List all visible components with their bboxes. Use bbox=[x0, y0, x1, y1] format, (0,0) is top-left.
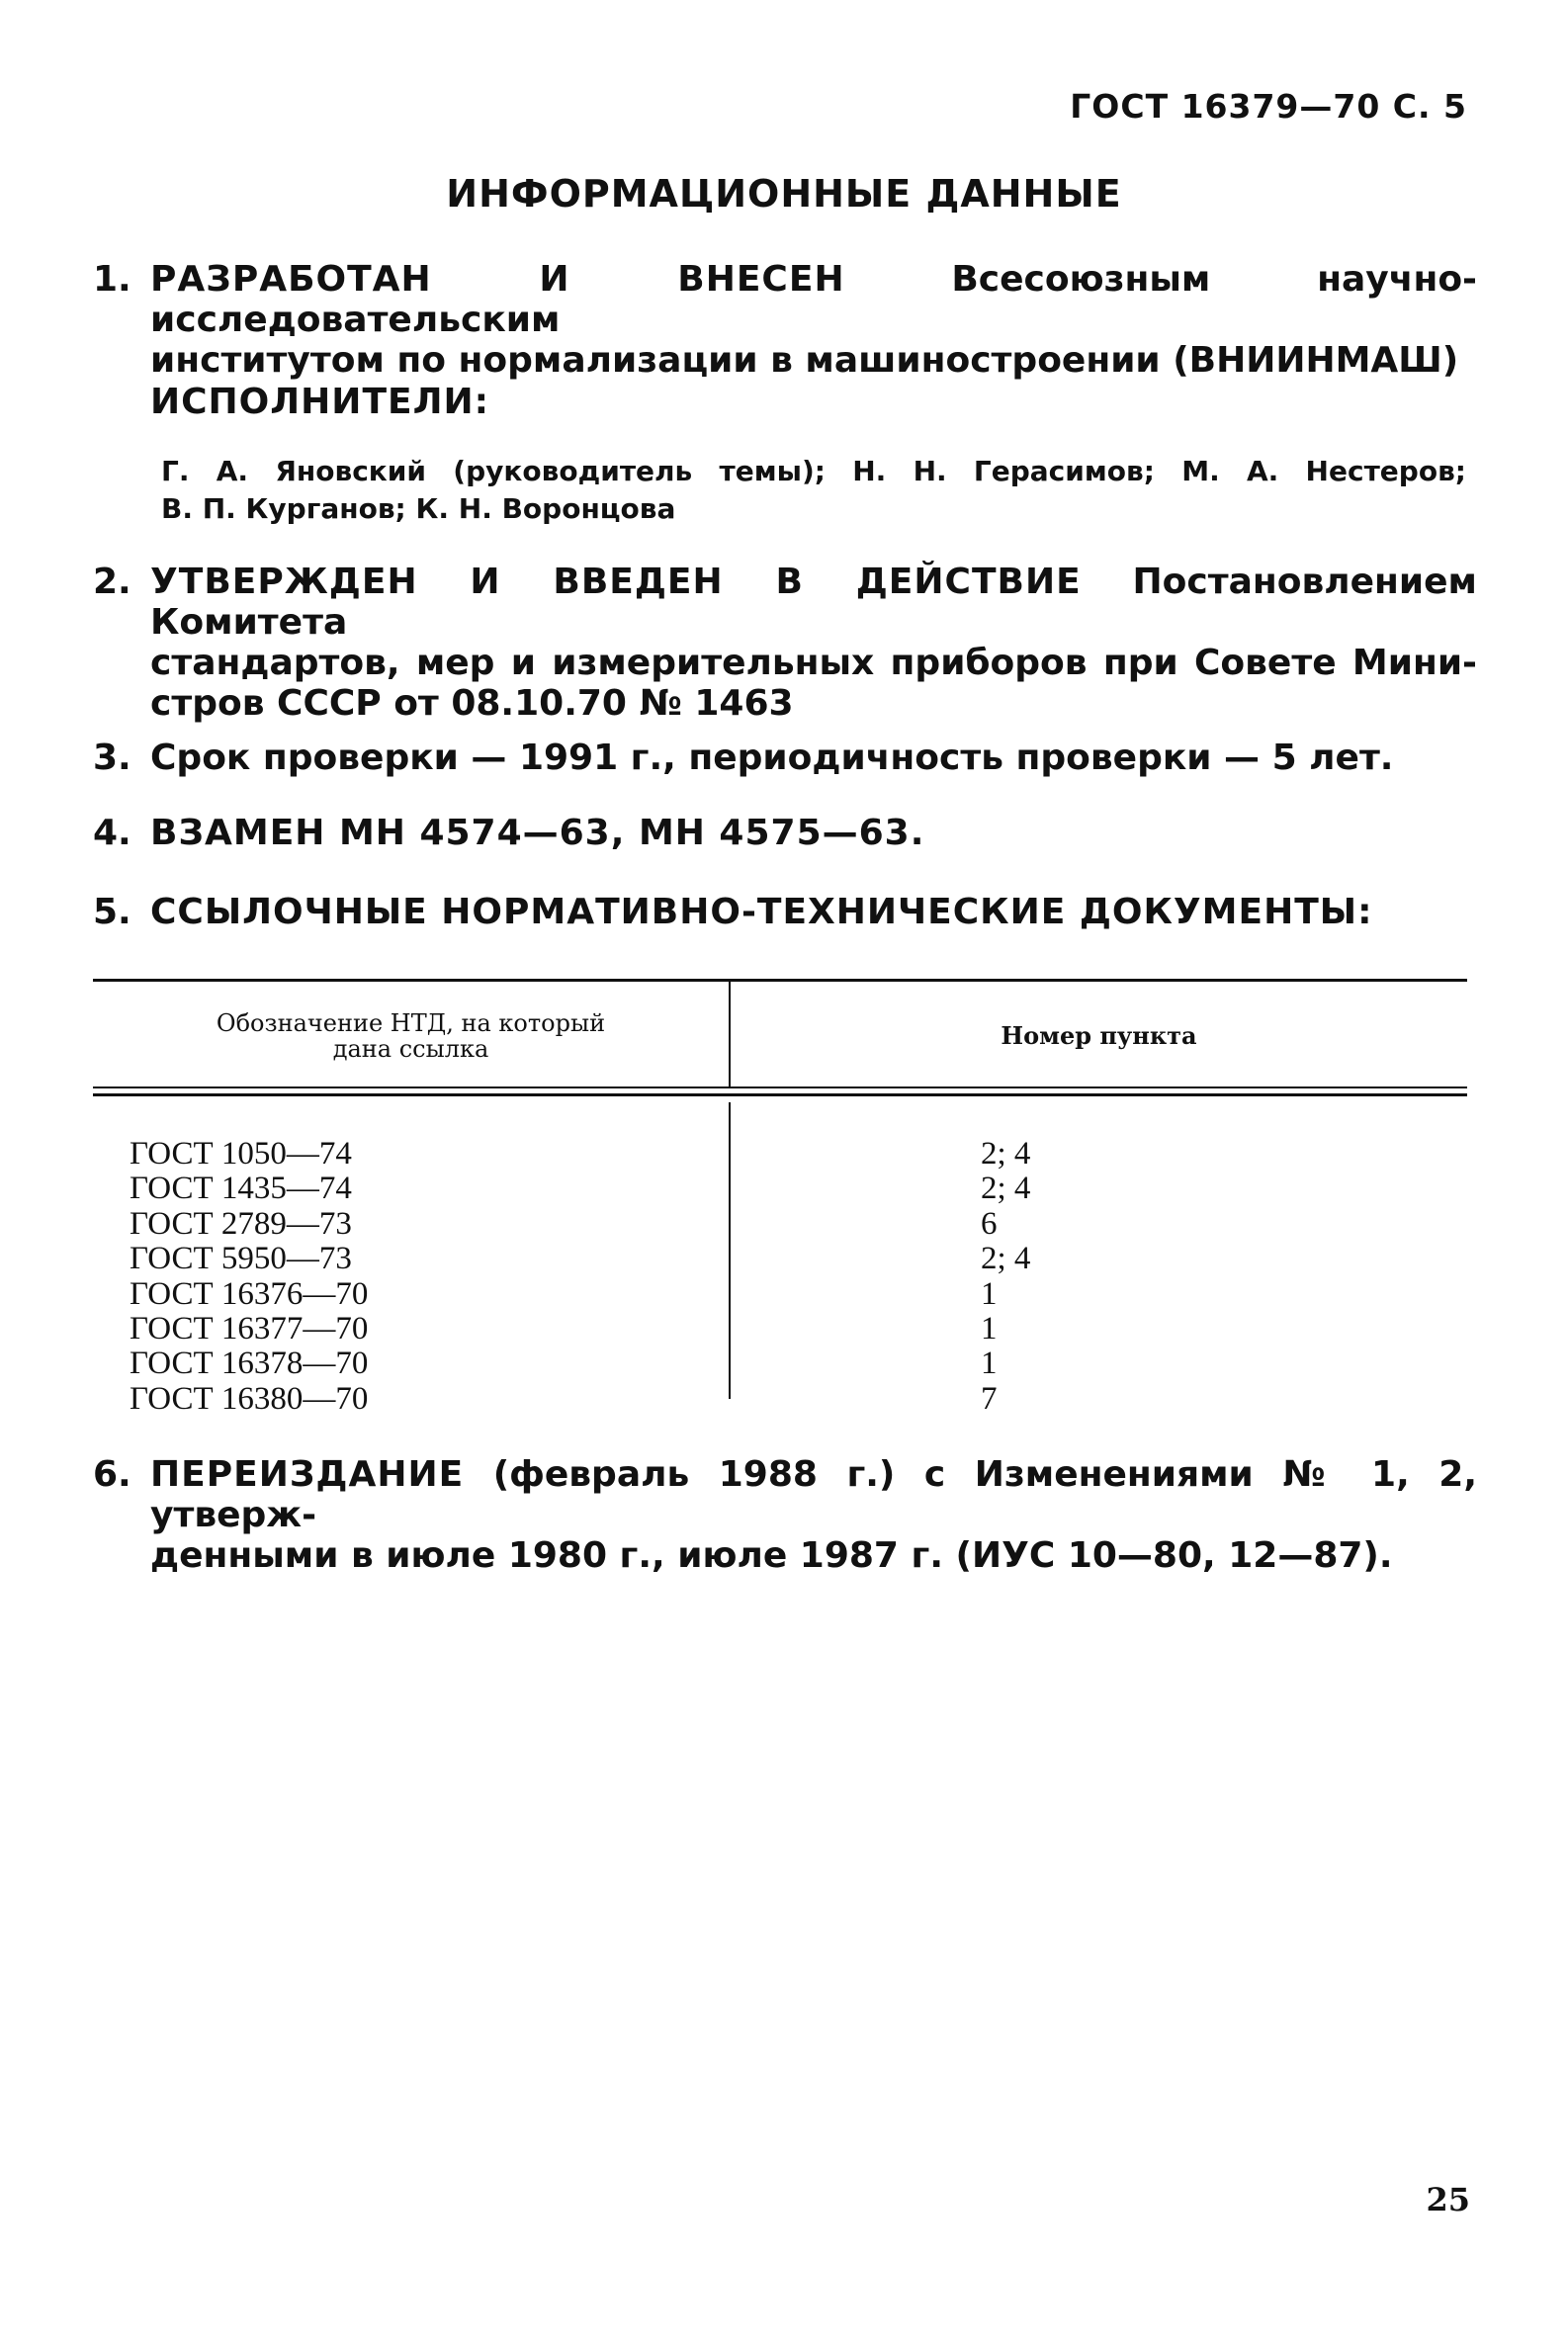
header-line: Обозначение НТД, на который bbox=[216, 1009, 606, 1037]
running-header: ГОСТ 16379—70 С. 5 bbox=[1070, 87, 1467, 126]
item-text: (февраль 1988 г.) с Изменениями № 1, 2, утверж- bbox=[150, 1454, 1477, 1535]
table-row bbox=[93, 1347, 1467, 1381]
cell-document: ГОСТ 16377—70 bbox=[130, 1310, 369, 1347]
item-line: стандартов, мер и измерительных приборов при Совете Мини- bbox=[150, 643, 1477, 683]
item-body bbox=[150, 1454, 1477, 1576]
item-line bbox=[150, 1454, 1477, 1535]
section-title: ИНФОРМАЦИОННЫЕ ДАННЫЕ bbox=[446, 172, 1122, 216]
performers-list bbox=[161, 453, 1466, 528]
performers-line: В. П. Курганов; К. Н. Воронцова bbox=[161, 492, 676, 525]
item-body bbox=[150, 562, 1477, 724]
item-body bbox=[150, 259, 1477, 381]
table-row bbox=[93, 1312, 1467, 1347]
page-number: 25 bbox=[1426, 2181, 1470, 2218]
cell-document: ГОСТ 16376—70 bbox=[130, 1275, 369, 1312]
cell-document: ГОСТ 1050—74 bbox=[130, 1136, 352, 1172]
reference-table bbox=[93, 979, 1467, 1424]
cell-document: ГОСТ 5950—73 bbox=[130, 1241, 352, 1277]
cell-document: ГОСТ 2789—73 bbox=[130, 1205, 352, 1242]
cell-document: ГОСТ 1435—74 bbox=[130, 1171, 352, 1207]
table-row bbox=[93, 1207, 1467, 1242]
item-lead: УТВЕРЖДЕН И ВВЕДЕН В ДЕЙСТВИЕ bbox=[150, 562, 1082, 602]
performers-heading: ИСПОЛНИТЕЛИ: bbox=[150, 382, 490, 422]
table-row bbox=[93, 1172, 1467, 1206]
item-line bbox=[150, 562, 1477, 643]
info-item-3 bbox=[93, 738, 1477, 778]
table-header-designation bbox=[93, 1010, 729, 1062]
info-item-6 bbox=[93, 1454, 1477, 1576]
info-item-1 bbox=[93, 259, 1477, 381]
cell-clause: 6 bbox=[981, 1205, 998, 1242]
item-number: 4. bbox=[93, 813, 131, 853]
table-row bbox=[93, 1137, 1467, 1172]
cell-clause: 2; 4 bbox=[981, 1171, 1031, 1207]
item-body bbox=[150, 813, 1477, 853]
table-row bbox=[93, 1382, 1467, 1417]
item-text: Всесоюзным научно-исследовательским bbox=[150, 259, 1477, 340]
table-rule bbox=[93, 1093, 1467, 1096]
item-line: денными в июле 1980 г., июле 1987 г. (ИУС 10—80, 12—87). bbox=[150, 1535, 1393, 1576]
item-line: Срок проверки — 1991 г., периодичность проверки — 5 лет. bbox=[150, 738, 1394, 778]
header-line: дана ссылка bbox=[332, 1035, 489, 1063]
table-rows bbox=[93, 1137, 1467, 1417]
cell-document: ГОСТ 16378—70 bbox=[130, 1346, 369, 1382]
item-body bbox=[150, 738, 1477, 778]
table-rule bbox=[93, 1086, 1467, 1088]
item-line bbox=[150, 259, 1477, 340]
performers-line: Г. А. Яновский (руководитель темы); Н. Н. Герасимов; М. А. Нестеров; bbox=[161, 455, 1466, 487]
item-line: стров СССР от 08.10.70 № 1463 bbox=[150, 683, 794, 724]
item-number: 2. bbox=[93, 562, 131, 602]
table-header-clause: Номер пункта bbox=[1001, 1021, 1197, 1050]
item-number: 6. bbox=[93, 1454, 131, 1495]
item-line: институтом по нормализации в машиностроении (ВНИИНМАШ) bbox=[150, 340, 1459, 381]
cell-clause: 7 bbox=[981, 1380, 998, 1417]
item-line: ССЫЛОЧНЫЕ НОРМАТИВНО-ТЕХНИЧЕСКИЕ ДОКУМЕНТЫ: bbox=[150, 892, 1373, 932]
item-text: Постановлением Комитета bbox=[150, 562, 1477, 643]
table-row bbox=[93, 1277, 1467, 1312]
table-row bbox=[93, 1242, 1467, 1276]
info-item-4 bbox=[93, 813, 1477, 853]
item-line: ВЗАМЕН МН 4574—63, МН 4575—63. bbox=[150, 813, 925, 853]
info-item-5 bbox=[93, 892, 1477, 932]
cell-clause: 1 bbox=[981, 1310, 998, 1347]
info-item-2 bbox=[93, 562, 1477, 724]
item-number: 5. bbox=[93, 892, 131, 932]
item-body bbox=[150, 892, 1477, 932]
table-rule bbox=[93, 979, 1467, 982]
cell-clause: 2; 4 bbox=[981, 1241, 1031, 1277]
item-number: 3. bbox=[93, 738, 131, 778]
cell-document: ГОСТ 16380—70 bbox=[130, 1380, 369, 1417]
cell-clause: 2; 4 bbox=[981, 1136, 1031, 1172]
cell-clause: 1 bbox=[981, 1346, 998, 1382]
item-lead: ПЕРЕИЗДАНИЕ bbox=[150, 1454, 465, 1495]
item-number: 1. bbox=[93, 259, 131, 300]
item-lead: РАЗРАБОТАН И ВНЕСЕН bbox=[150, 259, 845, 300]
cell-clause: 1 bbox=[981, 1275, 998, 1312]
